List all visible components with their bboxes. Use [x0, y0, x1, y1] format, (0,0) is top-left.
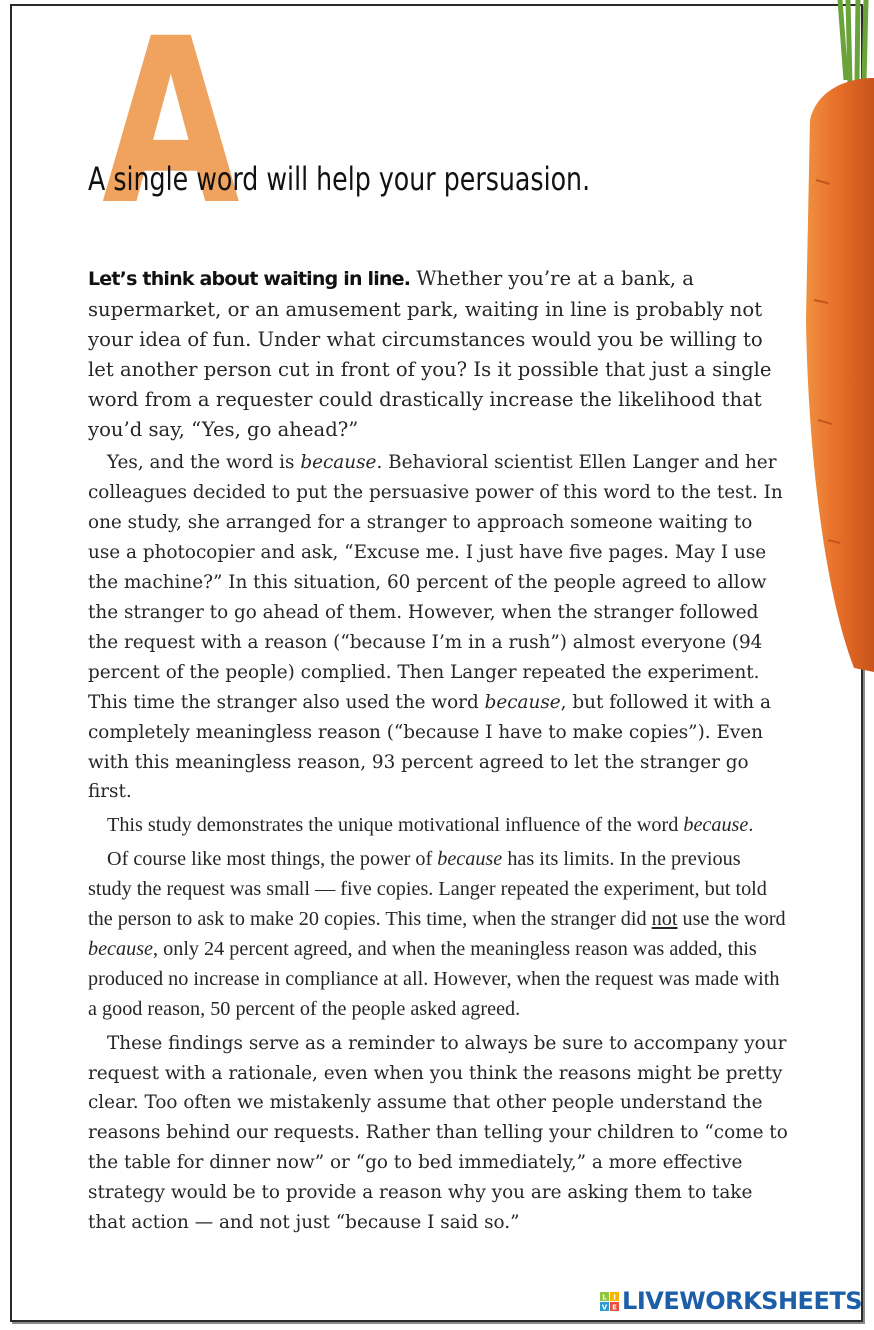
drop-cap-letter: A	[102, 0, 240, 255]
paragraph-4: Of course like most things, the power of because has its limits. In the previous study the request was small — five copies. Langer repeated the experiment, but told the person to ask to make 20 copies. This time, when the stranger did not use the word because, only 24 percent agreed, and when the meaningless reason was added, this produced no increase in compliance at all. However, when the request was made with a good reason, 50 percent of the people asked agreed.	[88, 848, 786, 1020]
lead-in-heading: Let’s think about waiting in line.	[88, 268, 411, 290]
watermark-text: LIVEWORKSHEETS	[622, 1287, 862, 1315]
svg-text:I: I	[613, 1293, 616, 1301]
svg-text:L: L	[602, 1293, 607, 1301]
liveworksheets-logo-icon	[600, 1292, 619, 1311]
article-body	[88, 264, 788, 1242]
page-title: A single word will help your persuasion.	[88, 160, 591, 198]
paragraph-2: Yes, and the word is because. Behavioral scientist Ellen Langer and her colleagues decided to put the persuasive power of this word to the test. In one study, she arranged for a stranger to approach someone waiting to use a photocopier and ask, “Excuse me. I just have five pages. May I use the machine?” In this situation, 60 percent of the people agreed to allow the stranger to go ahead of them. However, when the stranger followed the request with a reason (“because I’m in a rush”) almost everyone (94 percent of the people) complied. Then Langer repeated the experiment. This time the stranger also used the word because, but followed it with a completely meaningless reason (“because I have to make copies”). Even with this meaningless reason, 93 percent agreed to let the stranger go first.	[88, 452, 783, 803]
carrot-illustration	[804, 0, 874, 680]
paragraph-1: Let’s think about waiting in line. Whether you’re at a bank, a supermarket, or an amusement park, waiting in line is probably not your idea of fun. Under what circumstances would you be willing to let another person cut in front of you? Is it possible that just a single word from a requester could drastically increase the likelihood that you’d say, “Yes, go ahead?”	[88, 267, 772, 441]
svg-text:V: V	[601, 1303, 608, 1311]
liveworksheets-watermark	[600, 1289, 862, 1313]
paragraph-3: This study demonstrates the unique motivational influence of the word because.	[107, 814, 754, 837]
svg-text:E: E	[612, 1303, 617, 1311]
paragraph-5: These findings serve as a reminder to always be sure to accompany your request with a rationale, even when you think the reasons might be pretty clear. Too often we mistakenly assume that other people understand the reasons behind our requests. Rather than telling your children to “come to the table for dinner now” or “go to bed immediately,” a more effective strategy would be to provide a reason why you are asking them to take that action — and not just “because I said so.”	[88, 1032, 788, 1234]
